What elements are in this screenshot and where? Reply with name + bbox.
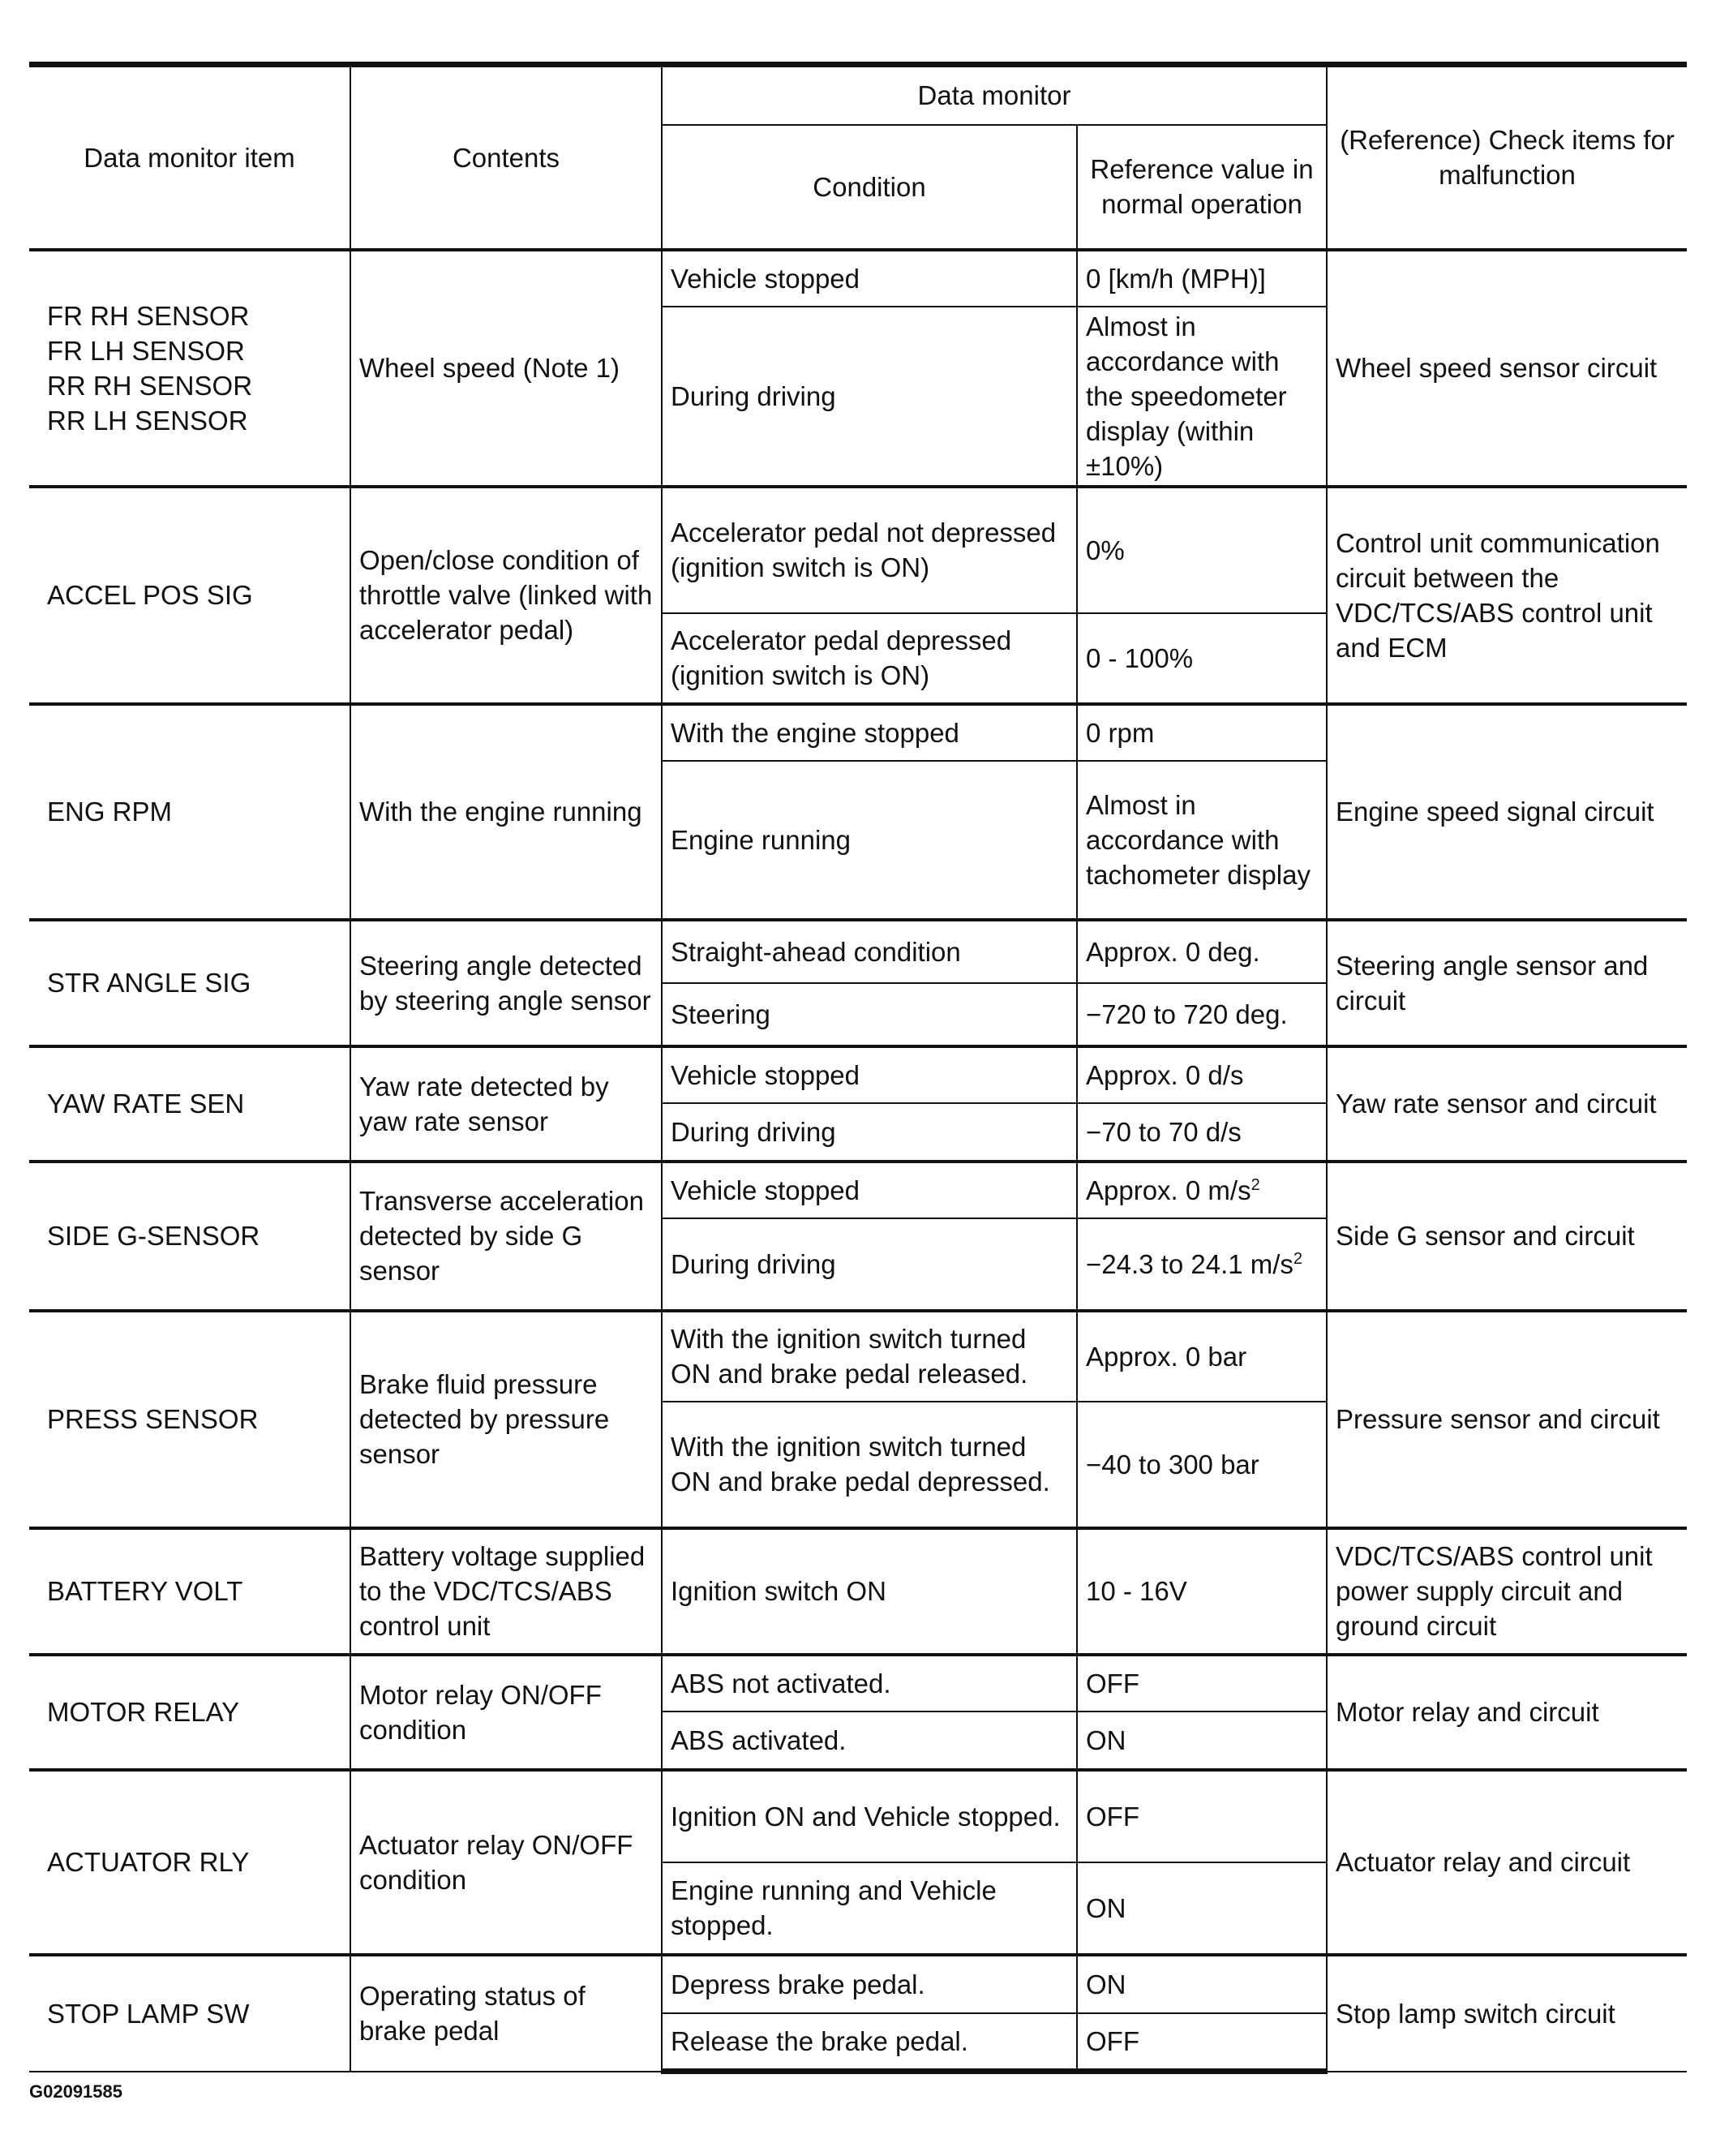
reference-value-text: OFF [1086,2025,1139,2056]
table-row [29,1162,1687,1218]
table-row [29,1770,1687,1862]
table-row [29,1311,1687,1402]
contents-cell: Open/close condition of throttle valve (linked with accelerator pedal) [350,487,662,704]
header-condition: Condition [662,125,1077,250]
monitor-item-cell [29,1955,350,2072]
contents-cell: Operating status of brake pedal [350,1955,662,2072]
monitor-item-name: RR LH SENSOR [47,405,248,436]
unit-superscript: 2 [1251,1175,1260,1194]
contents-cell: Steering angle detected by steering angle sensor [350,920,662,1046]
condition-cell: Release the brake pedal. [662,2013,1077,2072]
condition-cell: ABS not activated. [662,1655,1077,1711]
contents-cell: Wheel speed (Note 1) [350,250,662,487]
table-row [29,1955,1687,2013]
condition-cell: Vehicle stopped [662,1046,1077,1103]
condition-cell: During driving [662,307,1077,487]
reference-value-cell [1077,761,1327,920]
condition-cell: With the ignition switch turned ON and brake pedal depressed. [662,1402,1077,1528]
reference-value-cell [1077,1528,1327,1655]
reference-value-text: ON [1086,1969,1126,1999]
monitor-item-name: BATTERY VOLT [47,1576,243,1606]
reference-value-cell [1077,1770,1327,1862]
reference-value-text: 0% [1086,535,1125,565]
monitor-item-name: PRESS SENSOR [47,1404,259,1434]
reference-value-cell [1077,704,1327,761]
header-data-monitor: Data monitor [662,65,1327,125]
contents-cell: Battery voltage supplied to the VDC/TCS/ABS control unit [350,1528,662,1655]
monitor-item-name: MOTOR RELAY [47,1697,240,1727]
check-items-cell: VDC/TCS/ABS control unit power supply circuit and ground circuit [1327,1528,1687,1655]
reference-value-text: OFF [1086,1801,1139,1832]
monitor-item-cell [29,1311,350,1528]
table-row [29,704,1687,761]
header-check-items: (Reference) Check items for malfunction [1327,65,1687,250]
table-body [29,250,1687,2072]
reference-value-text: 0 [km/h (MPH)] [1086,263,1266,294]
check-items-cell: Motor relay and circuit [1327,1655,1687,1770]
condition-cell: Accelerator pedal depressed (ignition switch is ON) [662,613,1077,704]
reference-value-cell [1077,1103,1327,1162]
condition-cell: Ignition ON and Vehicle stopped. [662,1770,1077,1862]
reference-value-text: Approx. 0 d/s [1086,1059,1244,1090]
monitor-item-name: YAW RATE SEN [47,1089,245,1119]
condition-cell: Straight-ahead condition [662,920,1077,983]
reference-value-cell [1077,1402,1327,1528]
header-contents: Contents [350,65,662,250]
monitor-item-cell [29,1528,350,1655]
reference-value-text: Approx. 0 bar [1086,1341,1247,1372]
table-row [29,920,1687,983]
contents-cell: Actuator relay ON/OFF condition [350,1770,662,1955]
table-row [29,487,1687,613]
contents-cell: Transverse acceleration detected by side G sensor [350,1162,662,1311]
check-items-cell: Stop lamp switch circuit [1327,1955,1687,2072]
monitor-item-name: SIDE G-SENSOR [47,1221,260,1251]
condition-cell: Depress brake pedal. [662,1955,1077,2013]
reference-value-text: OFF [1086,1668,1139,1699]
monitor-item-name: FR RH SENSOR [47,300,250,331]
table-row [29,250,1687,307]
reference-value-text: 0 rpm [1086,717,1155,748]
check-items-cell: Side G sensor and circuit [1327,1162,1687,1311]
reference-value-text: −24.3 to 24.1 m/s [1086,1248,1293,1279]
figure-id: G02091585 [29,2081,122,2102]
contents-cell: Motor relay ON/OFF condition [350,1655,662,1770]
condition-cell: Steering [662,983,1077,1046]
check-items-cell: Actuator relay and circuit [1327,1770,1687,1955]
reference-value-text: −720 to 720 deg. [1086,999,1288,1029]
reference-value-cell [1077,250,1327,307]
condition-cell: Ignition switch ON [662,1528,1077,1655]
reference-value-cell [1077,1655,1327,1711]
condition-cell: ABS activated. [662,1711,1077,1770]
table-row [29,1046,1687,1103]
condition-cell: Accelerator pedal not depressed (ignition switch is ON) [662,487,1077,613]
reference-value-text: Almost in accordance with the speedometer display (within ±10%) [1086,311,1287,481]
monitor-item-cell [29,1046,350,1162]
monitor-item-name: FR LH SENSOR [47,335,245,366]
condition-cell: With the ignition switch turned ON and brake pedal released. [662,1311,1077,1402]
table-row [29,1528,1687,1655]
reference-value-cell [1077,1311,1327,1402]
condition-cell: Engine running and Vehicle stopped. [662,1862,1077,1955]
reference-value-text: Approx. 0 deg. [1086,936,1260,967]
monitor-item-cell [29,1770,350,1955]
reference-value-cell [1077,1162,1327,1218]
condition-cell: Vehicle stopped [662,1162,1077,1218]
monitor-item-cell [29,487,350,704]
contents-cell: Yaw rate detected by yaw rate sensor [350,1046,662,1162]
table-row [29,1655,1687,1711]
monitor-item-name: ACTUATOR RLY [47,1847,250,1877]
check-items-cell: Steering angle sensor and circuit [1327,920,1687,1046]
contents-cell: Brake fluid pressure detected by pressure sensor [350,1311,662,1528]
reference-value-cell [1077,920,1327,983]
reference-value-cell [1077,613,1327,704]
check-items-cell: Wheel speed sensor circuit [1327,250,1687,487]
condition-cell: With the engine stopped [662,704,1077,761]
check-items-cell: Engine speed signal circuit [1327,704,1687,920]
reference-value-text: 10 - 16V [1086,1576,1187,1606]
check-items-cell: Yaw rate sensor and circuit [1327,1046,1687,1162]
reference-value-cell [1077,487,1327,613]
condition-cell: Vehicle stopped [662,250,1077,307]
condition-cell: Engine running [662,761,1077,920]
reference-value-text: Almost in accordance with tachometer display [1086,789,1311,890]
reference-value-cell [1077,1862,1327,1955]
reference-value-text: 0 - 100% [1086,642,1194,673]
header-reference-value: Reference value in normal operation [1077,125,1327,250]
monitor-item-name: STOP LAMP SW [47,1998,250,2029]
monitor-item-name: RR RH SENSOR [47,370,253,401]
table-header [29,65,1687,250]
reference-value-text: −40 to 300 bar [1086,1449,1259,1480]
reference-value-text: −70 to 70 d/s [1086,1116,1242,1147]
monitor-item-cell [29,1162,350,1311]
reference-value-cell [1077,1046,1327,1103]
unit-superscript: 2 [1293,1249,1303,1268]
monitor-item-cell [29,250,350,487]
condition-cell: During driving [662,1103,1077,1162]
monitor-item-name: ACCEL POS SIG [47,580,253,610]
condition-cell: During driving [662,1218,1077,1311]
reference-value-cell [1077,307,1327,487]
monitor-item-name: STR ANGLE SIG [47,968,251,998]
header-data-monitor-item: Data monitor item [29,65,350,250]
monitor-item-cell [29,1655,350,1770]
reference-value-cell [1077,2013,1327,2072]
monitor-item-cell [29,704,350,920]
reference-value-text: Approx. 0 m/s [1086,1175,1251,1205]
reference-value-cell [1077,1218,1327,1311]
reference-value-text: ON [1086,1724,1126,1755]
data-monitor-table [29,62,1687,2074]
contents-cell: With the engine running [350,704,662,920]
check-items-cell: Control unit communication circuit between the VDC/TCS/ABS control unit and ECM [1327,487,1687,704]
monitor-item-name: ENG RPM [47,797,173,827]
reference-value-cell [1077,983,1327,1046]
check-items-cell: Pressure sensor and circuit [1327,1311,1687,1528]
monitor-item-cell [29,920,350,1046]
reference-value-cell [1077,1955,1327,2013]
reference-value-cell [1077,1711,1327,1770]
reference-value-text: ON [1086,1892,1126,1923]
